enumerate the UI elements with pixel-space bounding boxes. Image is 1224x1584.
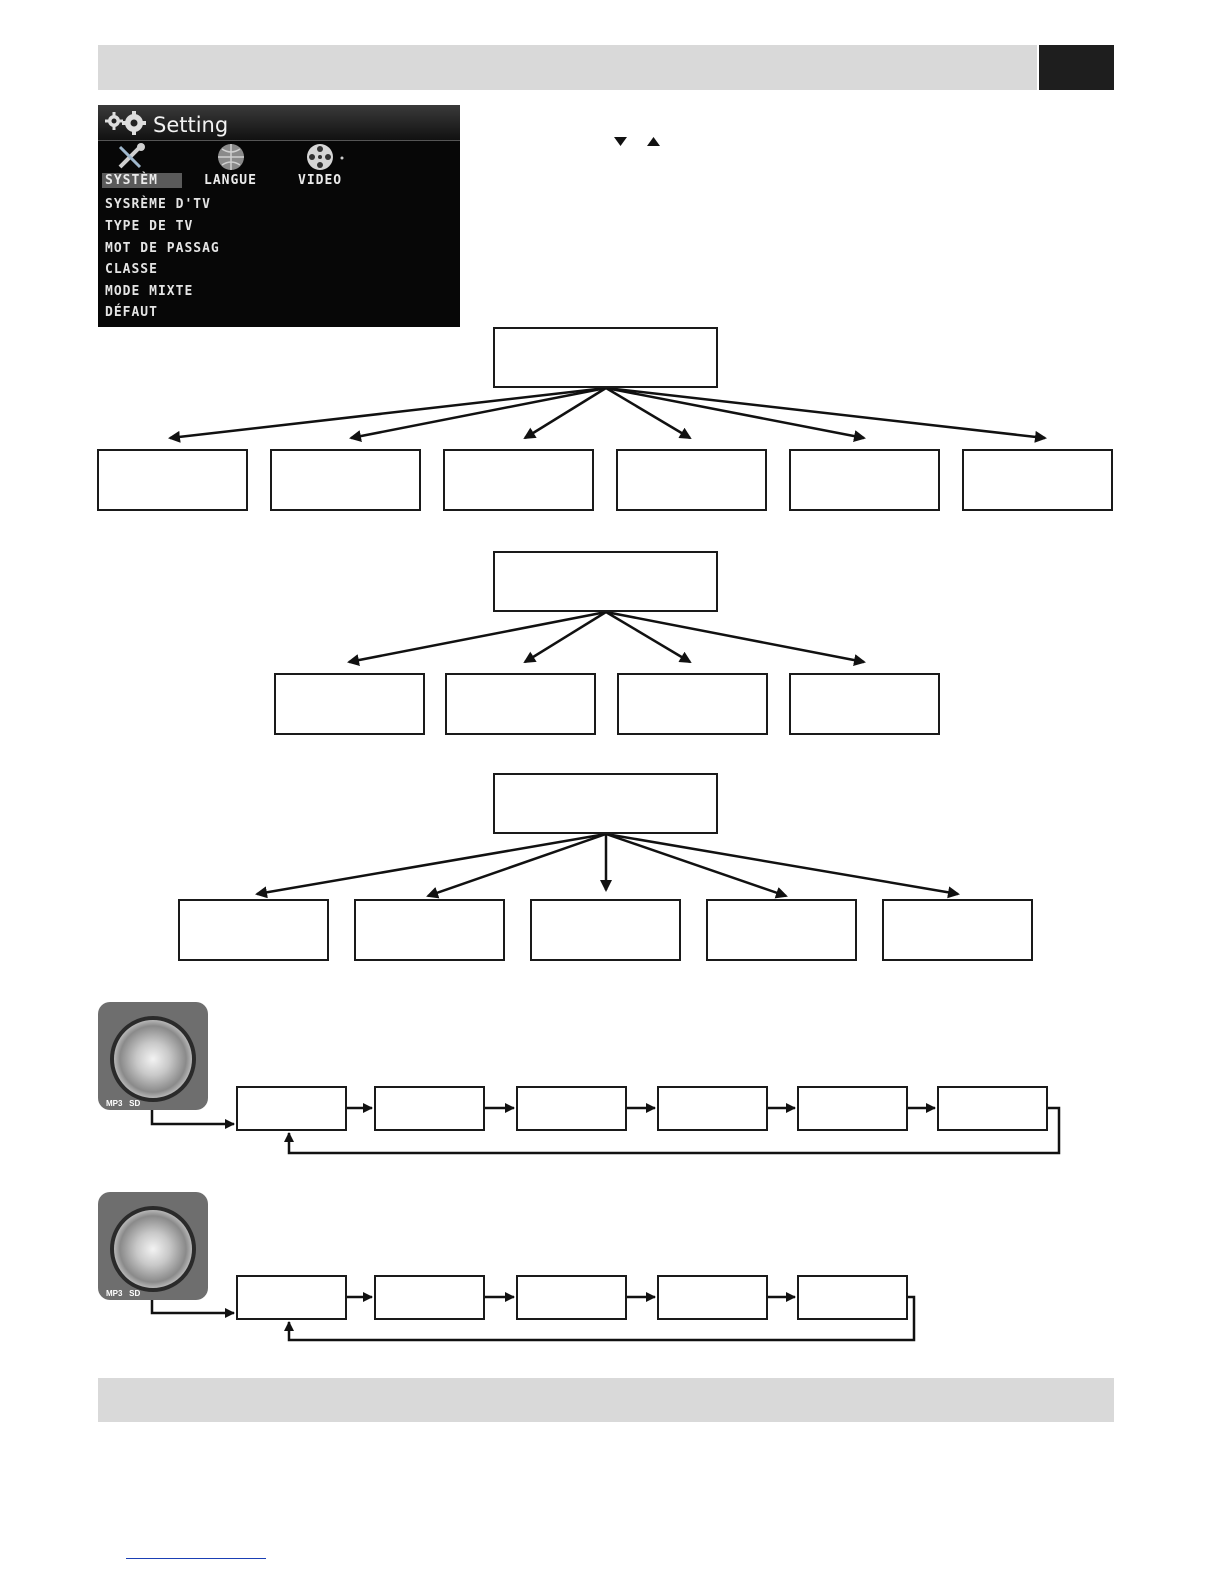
menu-item-default[interactable]: DÉFAUT bbox=[105, 305, 158, 320]
tree2-root-box bbox=[493, 551, 718, 612]
footer-link-underline bbox=[126, 1558, 266, 1559]
cycle2-box bbox=[236, 1275, 347, 1320]
tree2-child-box bbox=[445, 673, 596, 735]
tree1-child-box bbox=[962, 449, 1113, 511]
control-knob-image bbox=[98, 1002, 208, 1110]
tree3-child-box bbox=[882, 899, 1033, 961]
tree1-child-box bbox=[789, 449, 940, 511]
tree1-child-box bbox=[616, 449, 767, 511]
tab-video[interactable]: VIDEO bbox=[298, 173, 343, 188]
tree3-child-box bbox=[354, 899, 505, 961]
control-knob-image bbox=[98, 1192, 208, 1300]
cycle2-box bbox=[374, 1275, 485, 1320]
tree3-child-box bbox=[706, 899, 857, 961]
tree1-root-box bbox=[493, 327, 718, 388]
tree3-root-box bbox=[493, 773, 718, 834]
tree1-child-box bbox=[443, 449, 594, 511]
knob-label: MP3 SD bbox=[106, 1099, 141, 1108]
menu-item-tv-system[interactable]: SYSRÈME D'TV bbox=[105, 197, 211, 212]
cycle1-box bbox=[797, 1086, 908, 1131]
tree3-child-box bbox=[178, 899, 329, 961]
cycle1-box bbox=[236, 1086, 347, 1131]
tree3-child-box bbox=[530, 899, 681, 961]
footer-bar bbox=[98, 1378, 1114, 1422]
menu-item-mixed-mode[interactable]: MODE MIXTE bbox=[105, 284, 194, 299]
knob-dial bbox=[110, 1206, 196, 1292]
cycle1-box bbox=[374, 1086, 485, 1131]
cycle1-box bbox=[937, 1086, 1048, 1131]
tree2-child-box bbox=[617, 673, 768, 735]
knob-label: MP3 SD bbox=[106, 1289, 141, 1298]
cycle2-box bbox=[657, 1275, 768, 1320]
knob-dial bbox=[110, 1016, 196, 1102]
tree1-child-box bbox=[270, 449, 421, 511]
menu-item-password[interactable]: MOT DE PASSAG bbox=[105, 241, 220, 256]
cycle2-box bbox=[797, 1275, 908, 1320]
tree1-child-box bbox=[97, 449, 248, 511]
tree2-child-box bbox=[789, 673, 940, 735]
cycle1-box bbox=[516, 1086, 627, 1131]
tree2-child-box bbox=[274, 673, 425, 735]
cycle1-box bbox=[657, 1086, 768, 1131]
tab-systeme[interactable]: SYSTÈM bbox=[102, 173, 182, 188]
tab-langue[interactable]: LANGUE bbox=[204, 173, 257, 188]
setting-title: Setting bbox=[153, 113, 229, 137]
menu-item-tv-type[interactable]: TYPE DE TV bbox=[105, 219, 194, 234]
cycle2-box bbox=[516, 1275, 627, 1320]
menu-item-rating[interactable]: CLASSE bbox=[105, 262, 158, 277]
